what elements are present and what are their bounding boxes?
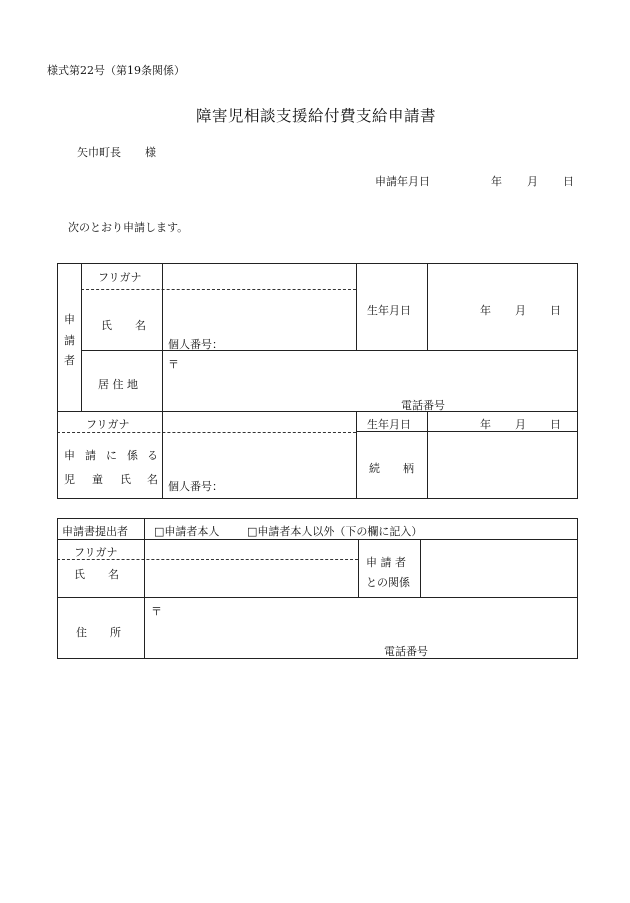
intro-text: 次のとおり申請します。 (68, 221, 189, 234)
applicant-birthdate-label: 生年月日 (367, 304, 411, 317)
child-name-label-1-5: る (147, 449, 158, 462)
child-relation-label-2: 柄 (403, 462, 414, 475)
child-birth-month: 月 (515, 418, 526, 431)
applicant-section-char-1: 申 (64, 313, 75, 326)
applicant-furigana-label: フリガナ (98, 271, 142, 284)
child-birthdate-label: 生年月日 (367, 418, 411, 431)
child-personal-number-label: 個人番号： (168, 480, 223, 493)
application-date-label: 申請年月日 (375, 175, 430, 188)
submitter-address-label-1: 住 (76, 626, 87, 639)
child-furigana-label: フリガナ (86, 418, 130, 431)
applicant-postal-mark: 〒 (168, 358, 179, 371)
applicant-birth-day: 日 (550, 304, 561, 317)
applicant-section-char-2: 請 (64, 334, 75, 347)
child-birth-year: 年 (480, 418, 491, 431)
submitter-option-self[interactable]: □申請者本人 (154, 525, 220, 538)
applicant-section-char-3: 者 (64, 354, 75, 367)
applicant-birth-year: 年 (480, 304, 491, 317)
application-date-year: 年 (491, 175, 502, 188)
addressee-honorific: 様 (145, 146, 156, 159)
child-relation-label-1: 続 (369, 462, 380, 475)
application-date-day: 日 (563, 175, 574, 188)
applicant-address-label: 居 住 地 (98, 378, 138, 391)
applicant-phone-label: 電話番号 (401, 399, 445, 412)
child-name-label-1-2: 請 (85, 449, 96, 462)
applicant-name-label-1: 氏 (101, 319, 112, 332)
submitter-name-label-2: 名 (108, 568, 119, 581)
addressee-name: 矢巾町長 (77, 146, 121, 159)
submitter-address-label-2: 所 (110, 626, 121, 639)
page-title: 障害児相談支援給付費支給申請書 (196, 107, 437, 125)
child-name-label-2-1: 児 (64, 473, 75, 486)
applicant-birth-month: 月 (515, 304, 526, 317)
child-name-label-1-4: 係 (127, 449, 138, 462)
submitter-phone-label: 電話番号 (384, 645, 428, 658)
child-name-label-1-3: に (106, 449, 117, 462)
applicant-name-label-2: 名 (135, 319, 146, 332)
submitter-relation-label-2: との関係 (366, 576, 410, 589)
applicant-personal-number-label: 個人番号： (168, 338, 223, 351)
application-date-month: 月 (527, 175, 538, 188)
child-name-label-1-1: 申 (64, 449, 75, 462)
child-name-label-2-2: 童 (92, 473, 103, 486)
child-name-label-2-3: 氏 (120, 473, 131, 486)
submitter-relation-label-1: 申 請 者 (366, 556, 406, 569)
submitter-name-label-1: 氏 (74, 568, 85, 581)
submitter-option-other[interactable]: □申請者本人以外（下の欄に記入） (247, 525, 423, 538)
form-number: 様式第22号（第19条関係） (47, 64, 185, 77)
submitter-postal-mark: 〒 (151, 605, 162, 618)
submitter-label: 申請書提出者 (62, 525, 128, 538)
submitter-furigana-label: フリガナ (74, 546, 118, 559)
child-birth-day: 日 (550, 418, 561, 431)
child-name-label-2-4: 名 (147, 473, 158, 486)
